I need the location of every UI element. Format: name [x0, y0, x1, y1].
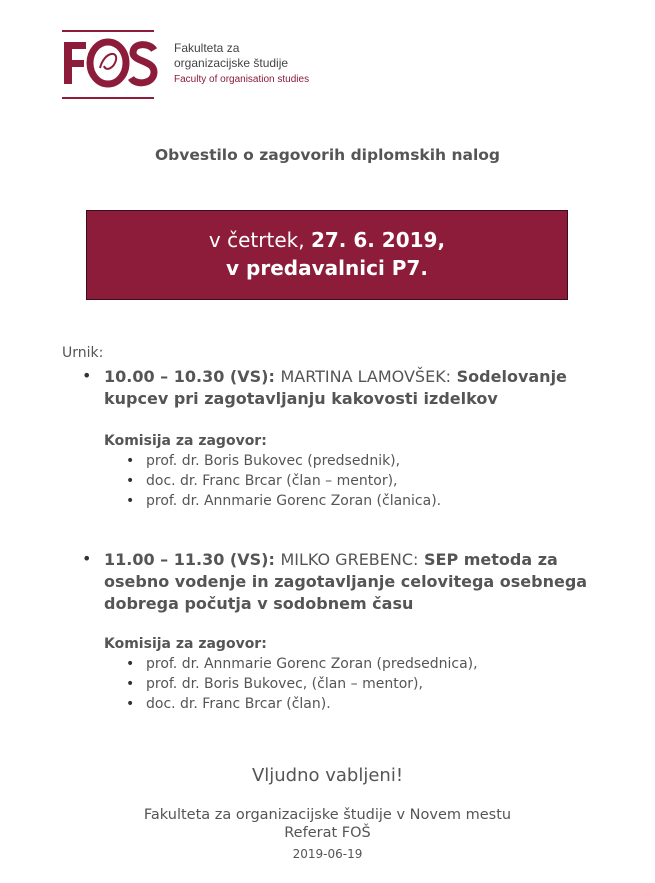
committee [104, 432, 622, 511]
logo-line-studies: organizacijske študije [174, 56, 289, 70]
banner-date: 27. 6. 2019, [310, 228, 446, 252]
committee-member: • doc. dr. Franc Brcar (član – mentor), [126, 471, 622, 491]
logo-rule-top [62, 30, 154, 32]
bullet-icon: • [82, 549, 92, 568]
session-topic: SEP metoda za osebno vodenje in zagotavljanje celovitega osebnega dobrega počutja v sodobnem času [104, 550, 588, 613]
sign-off: Vljudno vabljeni! [251, 765, 404, 786]
schedule [62, 345, 622, 714]
session-time: 10.00 – 10.30 (VS): [104, 367, 275, 386]
session-topic: Sodelovanje kupcev pri zagotavljanju kakovosti izdelkov [104, 367, 567, 408]
logo-line-english: Faculty of organisation studies [174, 74, 310, 85]
session-time: 11.00 – 11.30 (VS): [104, 550, 275, 569]
session-candidate: MARTINA LAMOVŠEK: [280, 367, 452, 386]
committee-member: • prof. dr. Annmarie Gorenc Zoran (članica). [126, 491, 622, 511]
committee-list [104, 451, 622, 511]
banner-line-date [87, 226, 567, 254]
footer-institution: Fakulteta za organizacijske študije v Novem mestu [143, 807, 512, 823]
banner-day: v četrtek, [208, 228, 311, 252]
footer-date: 2019-06-19 [292, 847, 363, 861]
committee-list [104, 654, 622, 714]
session-candidate: MILKO GREBENC: [280, 550, 419, 569]
banner-line-room [87, 254, 567, 282]
committee-member: • prof. dr. Boris Bukovec (predsednik), [126, 451, 622, 471]
footer [0, 806, 655, 864]
logo-rule-bottom [62, 97, 154, 99]
committee-label: Komisija za zagovor: [104, 636, 267, 652]
fos-logo-icon [60, 38, 160, 90]
date-banner [86, 210, 568, 300]
committee-member: • doc. dr. Franc Brcar (član). [126, 694, 622, 714]
banner-room: v predavalnici P7. [226, 256, 428, 280]
session-title [104, 549, 622, 615]
committee-label: Komisija za zagovor: [104, 433, 267, 449]
logo-line-faculty: Fakulteta za [174, 41, 240, 55]
footer-office: Referat FOŠ [284, 825, 371, 841]
bullet-icon: • [82, 366, 92, 385]
session-item [82, 549, 622, 714]
session-title [104, 366, 622, 410]
page-title: Obvestilo o zagovorih diplomskih nalog [154, 146, 501, 164]
session-item [82, 366, 622, 511]
schedule-label: Urnik: [62, 345, 104, 361]
committee-member: • prof. dr. Annmarie Gorenc Zoran (predsednica), [126, 654, 622, 674]
committee-member: • prof. dr. Boris Bukovec, (član – mentor), [126, 674, 622, 694]
committee [104, 635, 622, 714]
logo-text [174, 41, 309, 87]
